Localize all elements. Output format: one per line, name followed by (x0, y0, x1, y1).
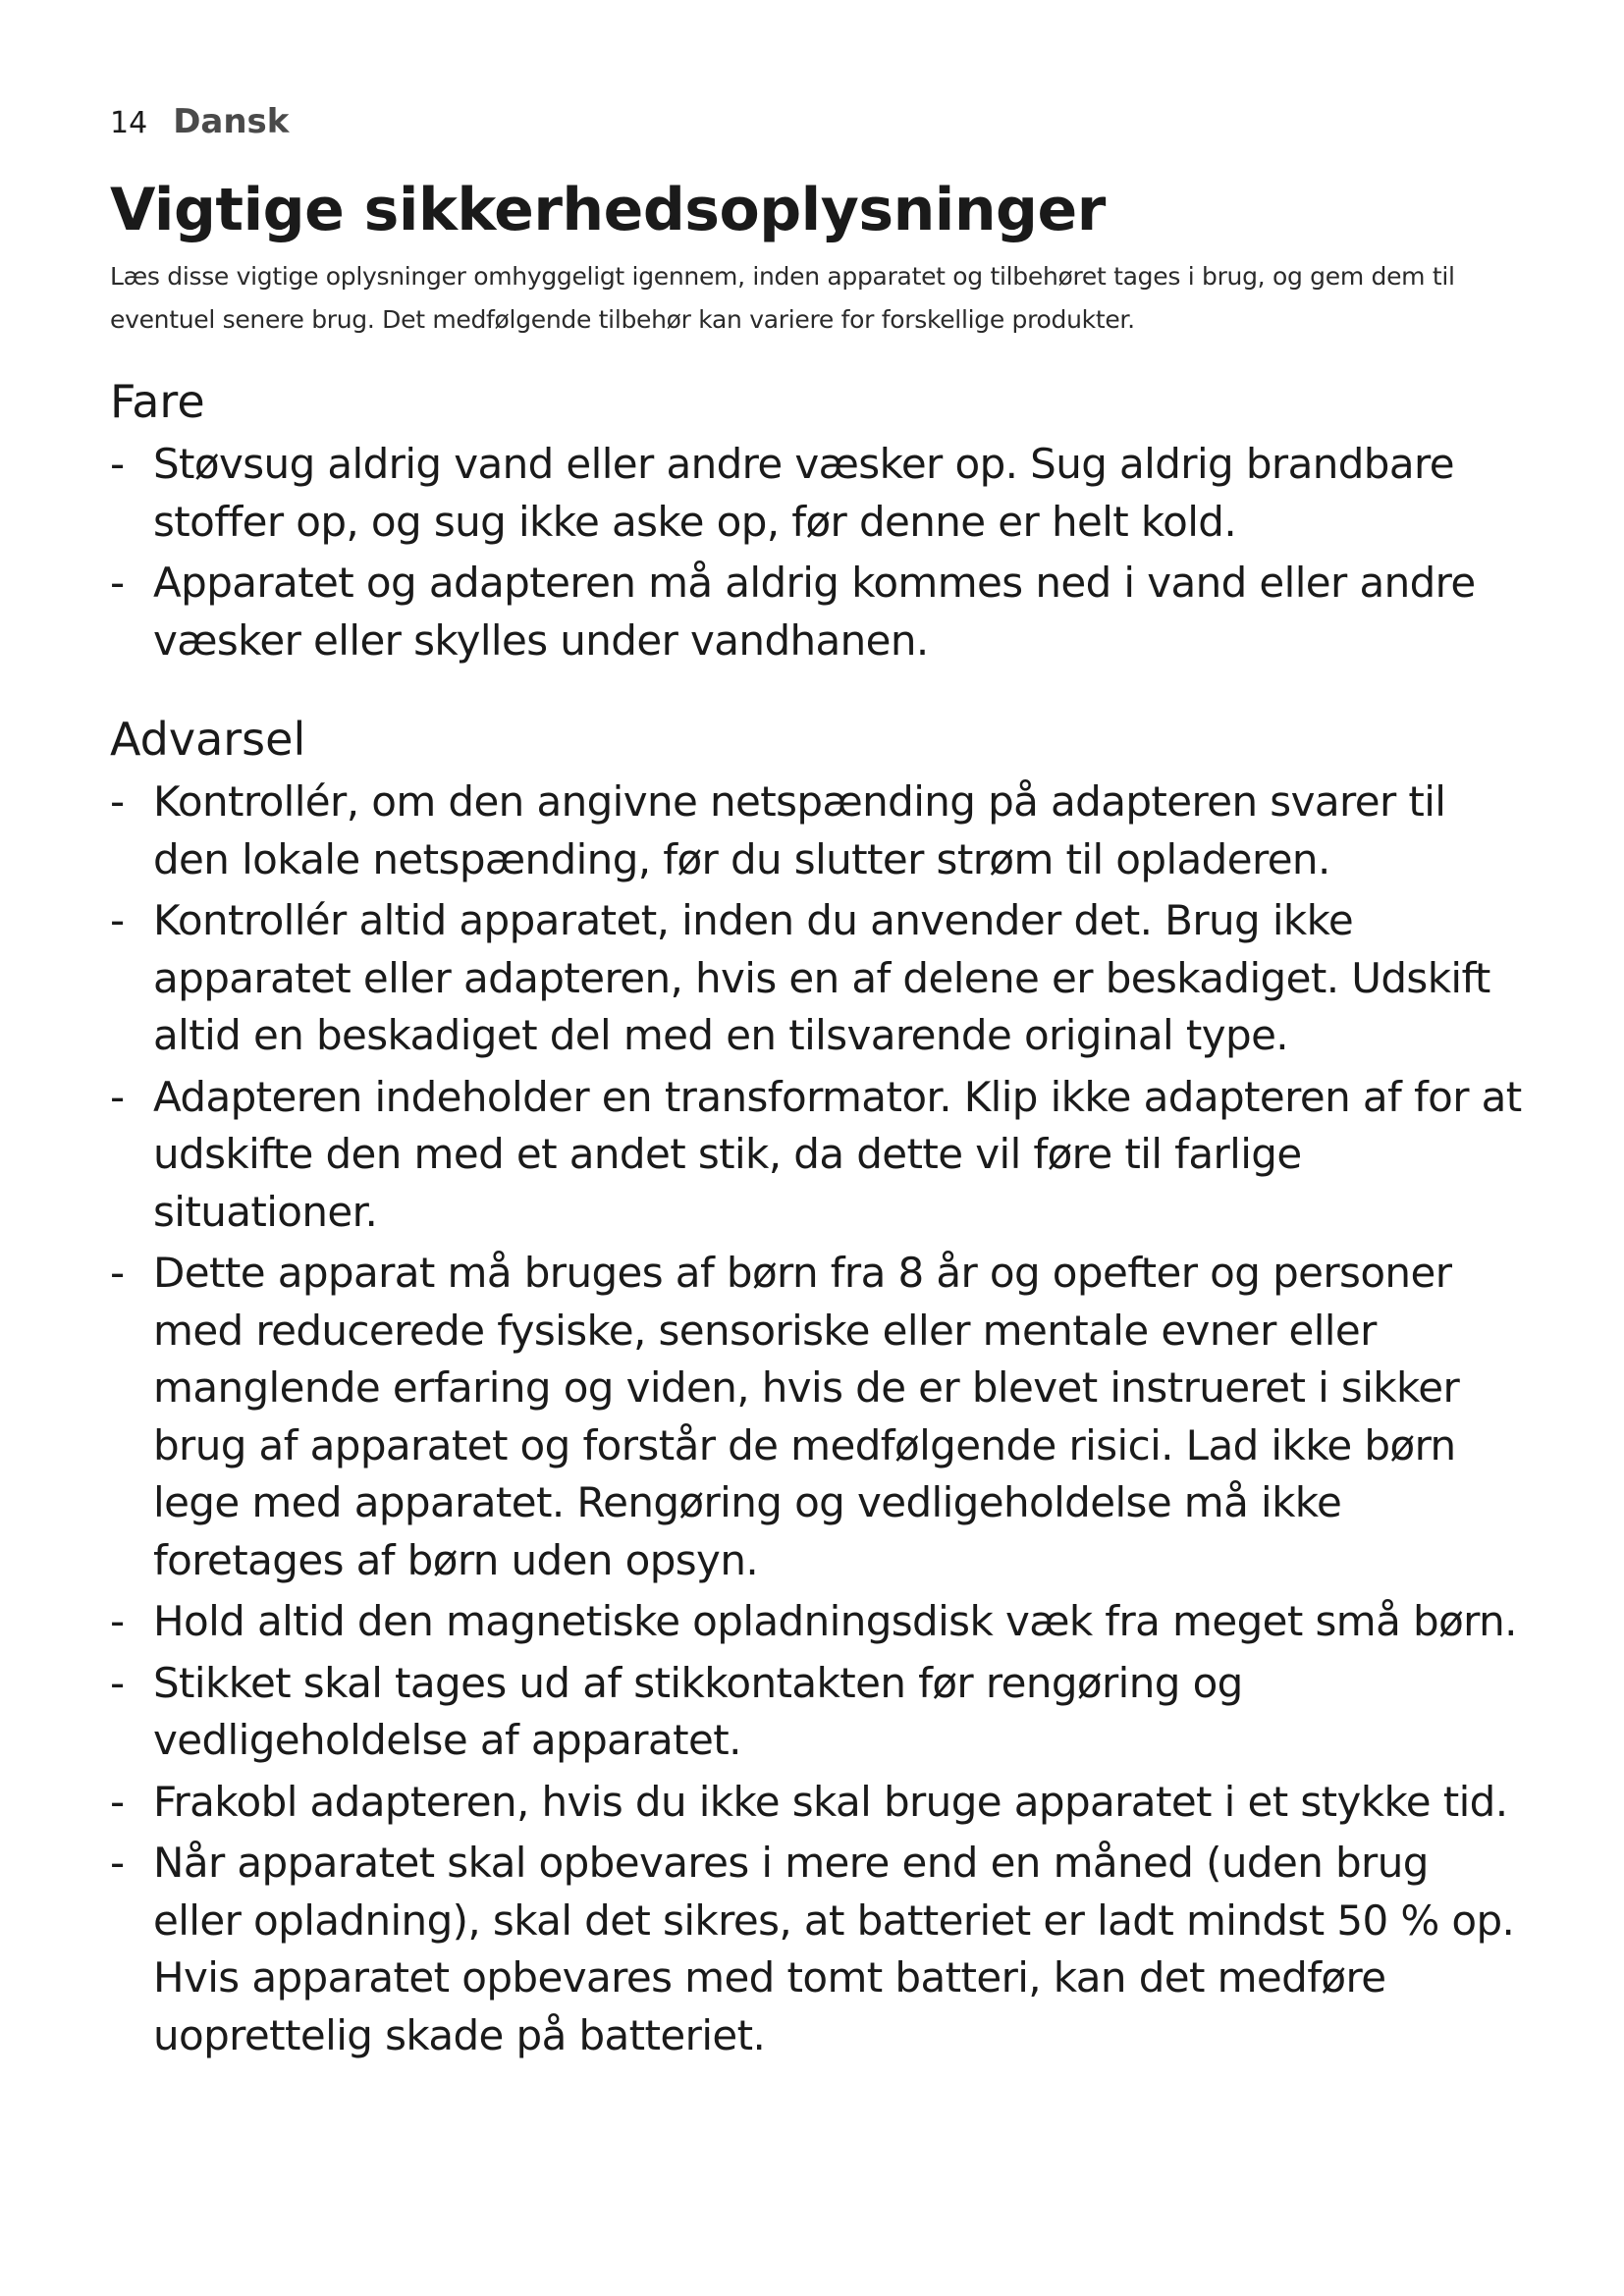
list-item-text: Apparatet og adapteren må aldrig kommes ned i vand eller andre væsker eller skylles under vandhanen. (153, 559, 1476, 665)
list-item-text: Støvsug aldrig vand eller andre væsker op. Sug aldrig brandbare stoffer op, og sug ikke aske op, før denne er helt kold. (153, 440, 1454, 546)
section-heading-fare: Fare (110, 375, 205, 428)
bullet-dash: - (110, 777, 125, 826)
page-title: Vigtige sikkerhedsoplysninger (110, 176, 1106, 244)
list-item-text: Kontrollér, om den angivne netspænding på adapteren svarer til den lokale netspænding, før du slutter strøm til opladeren. (153, 777, 1446, 883)
list-item-text: Hold altid den magnetiske opladningsdisk væk fra meget små børn. (153, 1597, 1517, 1645)
section-heading-advarsel: Advarsel (110, 713, 306, 766)
list-item-text: Dette apparat må bruges af børn fra 8 år og opefter og personer med reducerede fysiske, sensoriske eller mentale evner eller manglende erfaring og viden, hvis de er blevet instrueret i sikker brug af apparatet og forstår de medfølgende risici. Lad ikke børn lege med apparatet. Rengøring og vedligeholdelse må ikke foretages af børn uden opsyn. (153, 1249, 1460, 1584)
list-item (110, 774, 1524, 888)
page-number: 14 (110, 106, 148, 140)
bullet-dash: - (110, 1597, 125, 1645)
list-item-text: Kontrollér altid apparatet, inden du anvender det. Brug ikke apparatet eller adapteren, hvis en af delene er beskadiget. Udskift altid en beskadiget del med en tilsvarende original type. (153, 896, 1490, 1059)
bullet-dash: - (110, 1249, 125, 1297)
bullet-dash: - (110, 559, 125, 607)
bullet-dash: - (110, 896, 125, 944)
list-item-text: Stikket skal tages ud af stikkontakten før rengøring og vedligeholdelse af apparatet. (153, 1658, 1243, 1764)
list-item (110, 1835, 1524, 2064)
bullet-dash: - (110, 1777, 125, 1826)
advarsel-list (110, 774, 1524, 2064)
section-fare (110, 371, 1524, 669)
bullet-dash: - (110, 1839, 125, 1887)
list-item-text: Når apparatet skal opbevares i mere end en måned (uden brug eller opladning), skal det sikres, at batteriet er ladt mindst 50 % op. Hvis apparatet opbevares med tomt batteri, kan det medføre uoprettelig skade på batteriet. (153, 1839, 1515, 2059)
list-item (110, 892, 1524, 1065)
list-item-text: Frakobl adapteren, hvis du ikke skal bruge apparatet i et stykke tid. (153, 1777, 1508, 1826)
list-item (110, 1069, 1524, 1242)
list-item (110, 436, 1524, 551)
list-item-text: Adapteren indeholder en transformator. Klip ikke adapteren af for at udskifte den med et andet stik, da dette vil føre til farlige situationer. (153, 1072, 1522, 1236)
list-item (110, 1593, 1524, 1651)
page-header (110, 102, 289, 143)
list-item (110, 1245, 1524, 1589)
list-item (110, 1774, 1524, 1832)
intro-paragraph: Læs disse vigtige oplysninger omhyggeligt igennem, inden apparatet og tilbehøret tages i brug, og gem dem til eventuel senere brug. Det medfølgende tilbehør kan variere for forskellige produkter. (110, 262, 1455, 334)
bullet-dash: - (110, 1072, 125, 1121)
list-item (110, 555, 1524, 669)
section-advarsel (110, 709, 1524, 2064)
language-label: Dansk (173, 102, 290, 141)
fare-list (110, 436, 1524, 669)
bullet-dash: - (110, 440, 125, 488)
bullet-dash: - (110, 1658, 125, 1707)
list-item (110, 1655, 1524, 1770)
